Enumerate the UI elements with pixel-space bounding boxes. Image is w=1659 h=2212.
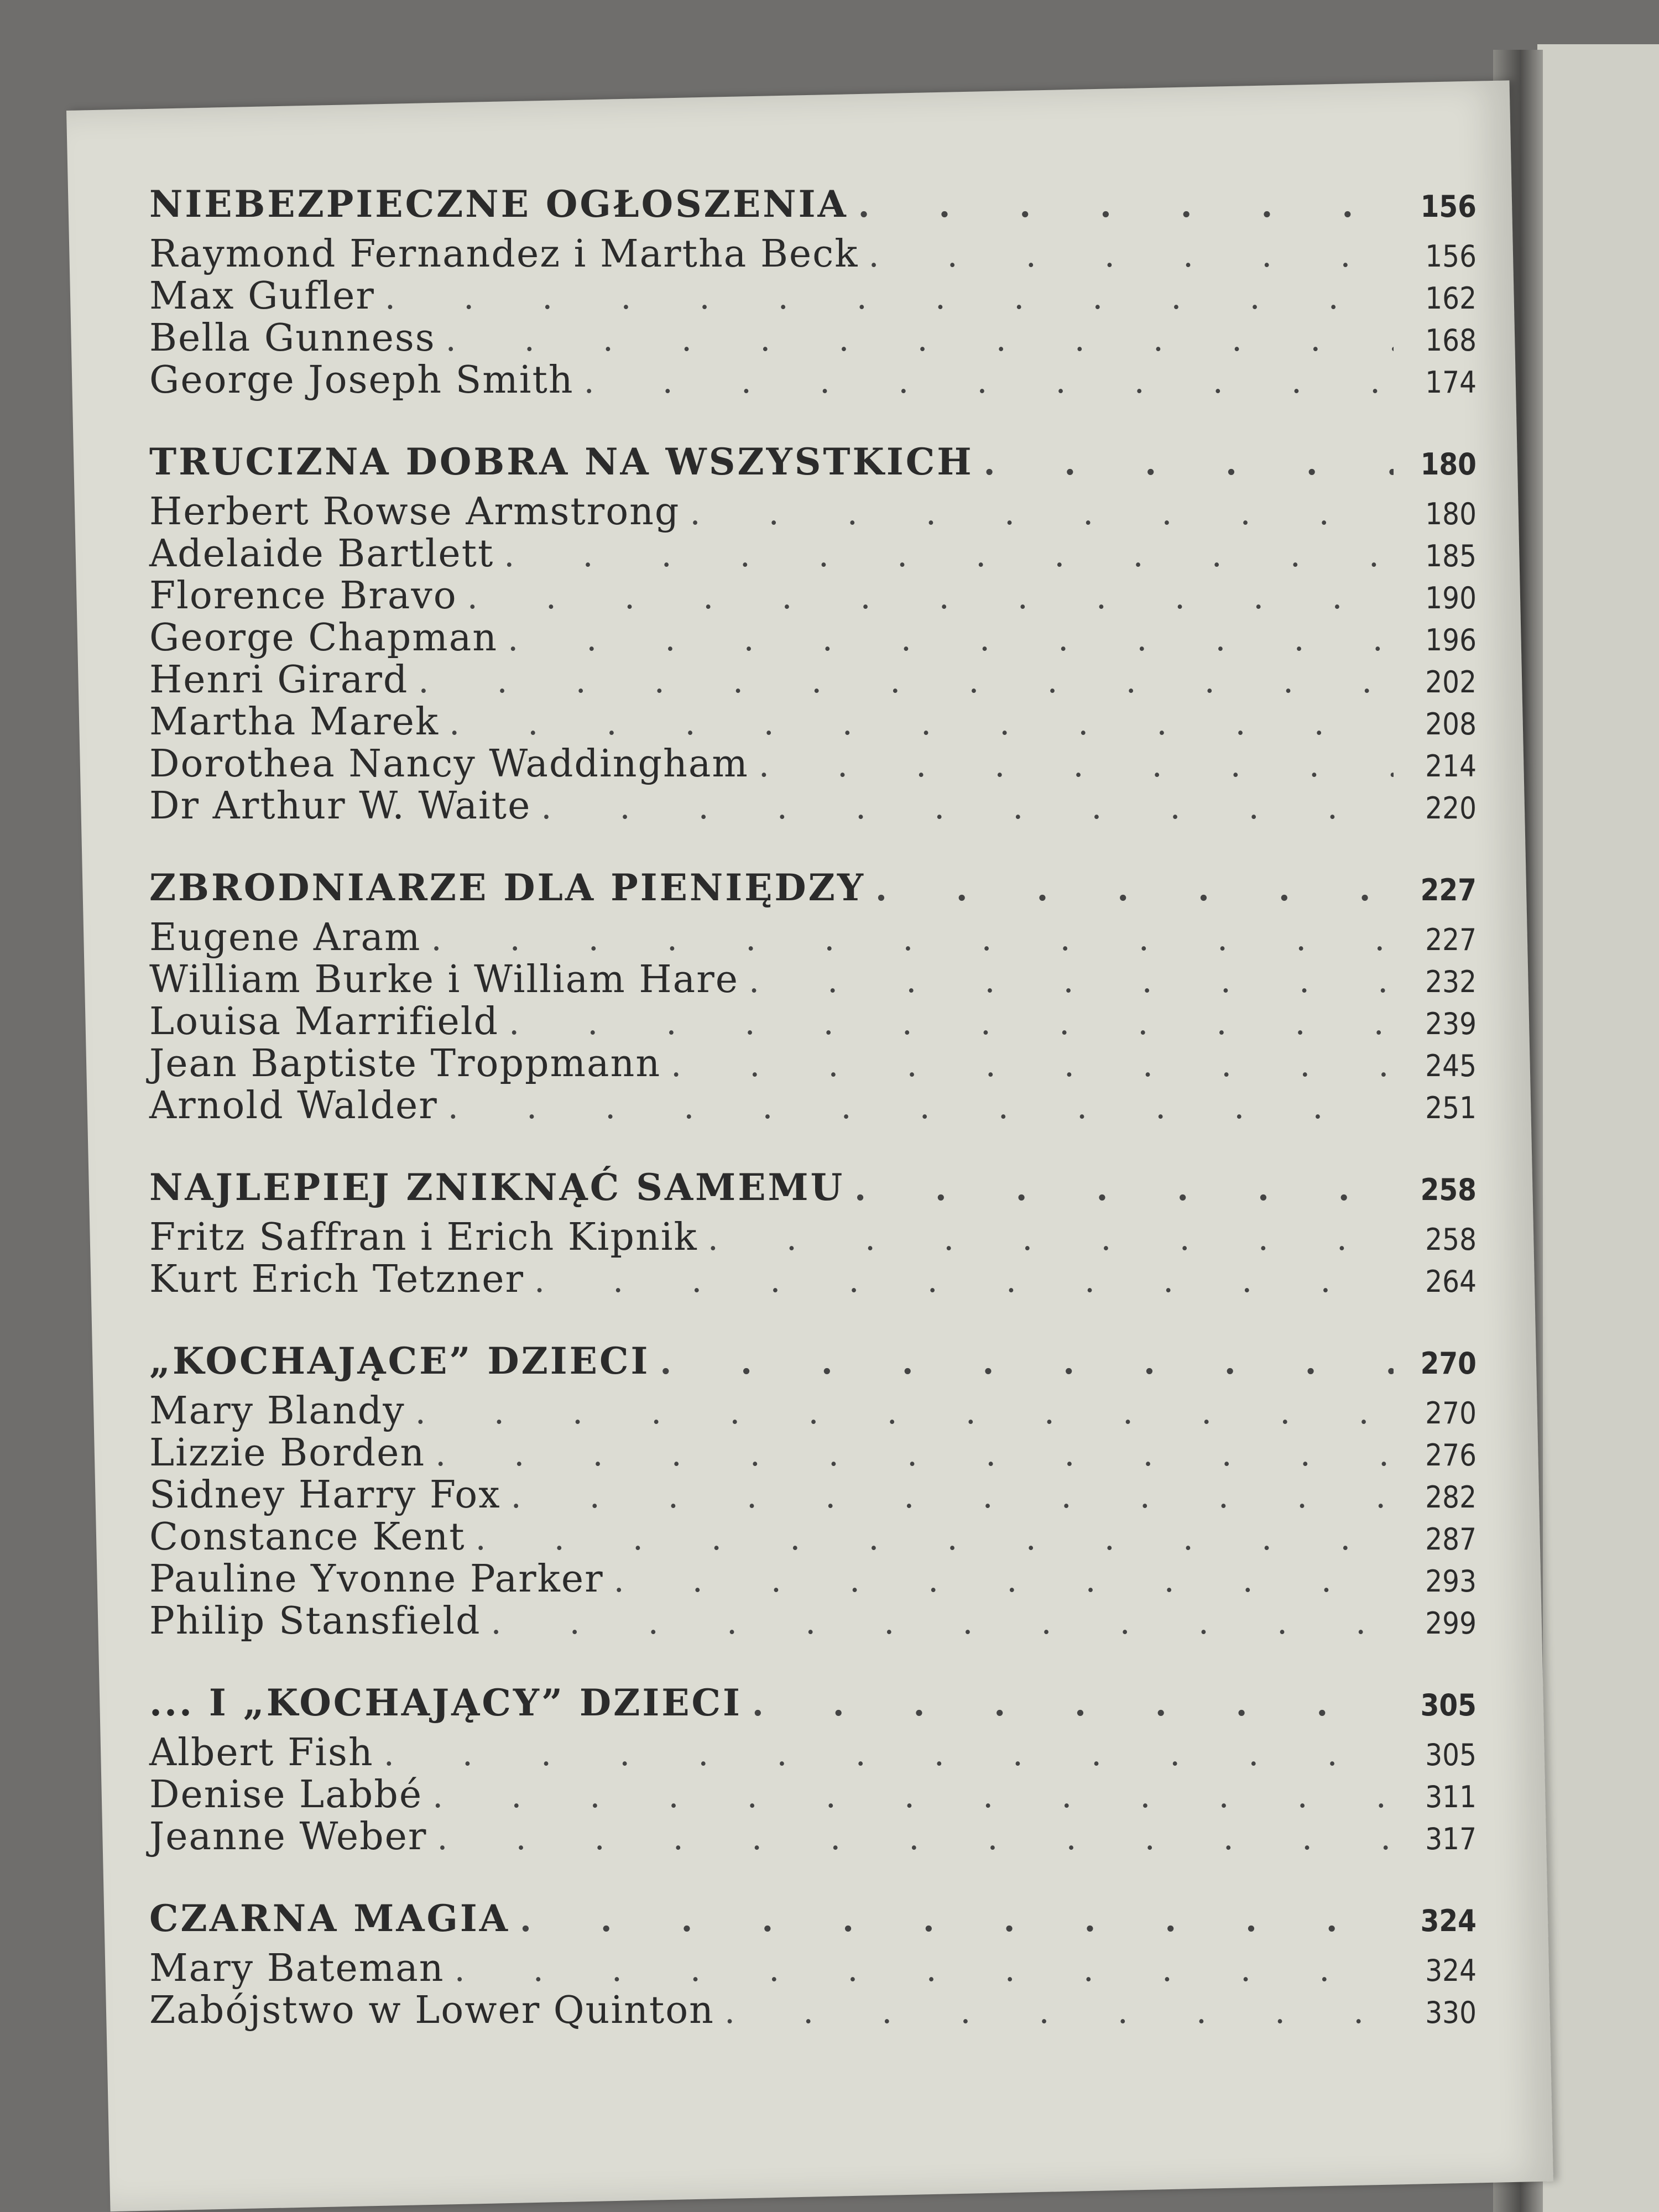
section-heading xyxy=(149,440,1477,490)
toc-entry xyxy=(149,1599,1477,1641)
toc-entry xyxy=(149,1258,1477,1300)
page-number: 270 xyxy=(1425,1396,1477,1431)
section-heading xyxy=(149,182,1477,232)
toc-entry xyxy=(149,1084,1477,1126)
entry-title: Bella Gunness xyxy=(149,316,436,360)
toc-entry xyxy=(149,1000,1477,1042)
entry-title: Henri Girard xyxy=(149,658,409,702)
page-number: 311 xyxy=(1425,1780,1477,1814)
entry-title: Zabójstwo w Lower Quinton xyxy=(149,1989,714,2032)
entry-title: Mary Blandy xyxy=(149,1389,405,1433)
page-number: 293 xyxy=(1425,1564,1477,1599)
page-number: 287 xyxy=(1425,1522,1477,1557)
page-number: 214 xyxy=(1425,749,1477,784)
dot-leader xyxy=(752,1685,1394,1724)
dot-leader xyxy=(437,1819,1394,1858)
entry-title: Raymond Fernandez i Martha Beck xyxy=(149,232,859,276)
toc-entry xyxy=(149,1773,1477,1815)
entry-title: Dorothea Nancy Waddingham xyxy=(149,742,749,786)
dot-leader xyxy=(467,578,1394,617)
entry-title: Jean Baptiste Troppmann xyxy=(149,1042,661,1086)
entry-title: Martha Marek xyxy=(149,700,440,744)
section-heading xyxy=(149,1339,1477,1389)
page-number: 299 xyxy=(1425,1606,1477,1641)
dot-leader xyxy=(984,444,1394,483)
page-number: 232 xyxy=(1425,964,1477,999)
page-number: 180 xyxy=(1425,497,1477,531)
toc-entry xyxy=(149,1473,1477,1515)
toc-entry xyxy=(149,616,1477,658)
dot-leader xyxy=(385,278,1394,317)
toc-entry xyxy=(149,1431,1477,1473)
facing-page xyxy=(1537,44,1659,2212)
entry-title: Fritz Saffran i Erich Kipnik xyxy=(149,1215,698,1259)
dot-leader xyxy=(660,1343,1394,1382)
dot-leader xyxy=(504,536,1394,575)
toc-section xyxy=(149,1166,1477,1300)
dot-leader xyxy=(875,870,1394,909)
entry-title: Dr Arthur W. Waite xyxy=(149,784,531,828)
page-number: 258 xyxy=(1420,1172,1477,1207)
page-number: 305 xyxy=(1420,1688,1477,1723)
dot-leader xyxy=(724,1992,1394,2031)
page-number: 168 xyxy=(1425,323,1477,358)
dot-leader xyxy=(432,1777,1394,1815)
dot-leader xyxy=(418,662,1394,701)
entry-title: Adelaide Bartlett xyxy=(149,532,494,576)
toc-section xyxy=(149,1681,1477,1857)
toc-entry xyxy=(149,742,1477,784)
dot-leader xyxy=(435,1435,1394,1474)
page-number: 190 xyxy=(1425,581,1477,615)
section-heading xyxy=(149,1681,1477,1731)
section-title: „KOCHAJĄCE” DZIECI xyxy=(149,1339,650,1383)
page-number: 305 xyxy=(1425,1738,1477,1772)
page-number: 208 xyxy=(1425,707,1477,742)
dot-leader xyxy=(520,1901,1394,1939)
dot-leader xyxy=(384,1735,1394,1773)
page-number: 196 xyxy=(1425,623,1477,658)
toc-section xyxy=(149,1897,1477,2031)
entry-title: Pauline Yvonne Parker xyxy=(149,1557,604,1601)
entry-title: Louisa Marrifield xyxy=(149,1000,499,1044)
dot-leader xyxy=(491,1603,1394,1642)
page-number: 264 xyxy=(1425,1264,1477,1299)
dot-leader xyxy=(541,788,1394,827)
entry-title: Max Gufler xyxy=(149,274,375,318)
section-heading xyxy=(149,1897,1477,1947)
toc-entry xyxy=(149,358,1477,400)
entry-title: Lizzie Borden xyxy=(149,1431,426,1475)
dot-leader xyxy=(759,746,1394,785)
toc-entry xyxy=(149,1389,1477,1431)
page-number: 282 xyxy=(1425,1480,1477,1515)
toc-entry xyxy=(149,1731,1477,1773)
dot-leader xyxy=(534,1261,1394,1300)
entry-title: Denise Labbé xyxy=(149,1773,423,1817)
page-number: 227 xyxy=(1425,922,1477,957)
table-of-contents xyxy=(149,182,1477,2070)
dot-leader xyxy=(446,320,1394,359)
entry-title: George Chapman xyxy=(149,616,498,660)
section-title: NIEBEZPIECZNE OGŁOSZENIA xyxy=(149,182,848,226)
entry-title: Philip Stansfield xyxy=(149,1599,481,1643)
toc-entry xyxy=(149,316,1477,358)
dot-leader xyxy=(509,1004,1394,1042)
toc-entry xyxy=(149,658,1477,700)
dot-leader xyxy=(431,920,1394,958)
dot-leader xyxy=(671,1046,1394,1084)
toc-entry xyxy=(149,532,1477,574)
page-number: 156 xyxy=(1425,239,1477,274)
entry-title: Kurt Erich Tetzner xyxy=(149,1258,524,1301)
dot-leader xyxy=(854,1170,1394,1208)
toc-section xyxy=(149,440,1477,826)
page-number: 270 xyxy=(1420,1346,1477,1381)
entry-title: Florence Bravo xyxy=(149,574,457,618)
dot-leader xyxy=(455,1950,1394,1989)
page-number: 202 xyxy=(1425,665,1477,700)
section-title: TRUCIZNA DOBRA NA WSZYSTKICH xyxy=(149,440,974,483)
toc-entry xyxy=(149,1215,1477,1258)
page-number: 239 xyxy=(1425,1006,1477,1041)
toc-entry xyxy=(149,700,1477,742)
dot-leader xyxy=(749,962,1394,1000)
page-number: 324 xyxy=(1420,1903,1477,1938)
page-number: 258 xyxy=(1425,1222,1477,1257)
toc-entry xyxy=(149,1815,1477,1857)
dot-leader xyxy=(868,236,1394,275)
page-number: 251 xyxy=(1425,1091,1477,1125)
dot-leader xyxy=(449,704,1394,743)
page-number: 317 xyxy=(1425,1822,1477,1856)
toc-entry xyxy=(149,1947,1477,1989)
dot-leader xyxy=(614,1561,1394,1600)
entry-title: Arnold Walder xyxy=(149,1084,438,1128)
dot-leader xyxy=(584,362,1394,401)
toc-entry xyxy=(149,916,1477,958)
toc-section xyxy=(149,866,1477,1126)
entry-title: George Joseph Smith xyxy=(149,358,574,402)
entry-title: Mary Bateman xyxy=(149,1947,445,1990)
toc-entry xyxy=(149,274,1477,316)
dot-leader xyxy=(476,1519,1394,1558)
page-number: 227 xyxy=(1420,873,1477,907)
dot-leader xyxy=(708,1219,1394,1258)
entry-title: Jeanne Weber xyxy=(149,1815,427,1859)
dot-leader xyxy=(858,186,1394,225)
dot-leader xyxy=(511,1477,1394,1516)
section-heading xyxy=(149,1166,1477,1215)
section-title: ZBRODNIARZE DLA PIENIĘDZY xyxy=(149,866,865,909)
toc-entry xyxy=(149,1557,1477,1599)
toc-entry xyxy=(149,784,1477,826)
page-number: 156 xyxy=(1420,189,1477,224)
page-number: 324 xyxy=(1425,1953,1477,1988)
toc-section xyxy=(149,1339,1477,1641)
page-number: 330 xyxy=(1425,1995,1477,2030)
dot-leader xyxy=(508,620,1394,659)
entry-title: Constance Kent xyxy=(149,1515,466,1559)
toc-section xyxy=(149,182,1477,400)
page-number: 185 xyxy=(1425,539,1477,573)
section-title: ... I „KOCHAJĄCY” DZIECI xyxy=(149,1681,742,1724)
page-number: 220 xyxy=(1425,791,1477,826)
entry-title: Herbert Rowse Armstrong xyxy=(149,490,680,534)
page-number: 180 xyxy=(1420,447,1477,482)
toc-entry xyxy=(149,958,1477,1000)
page-number: 245 xyxy=(1425,1048,1477,1083)
toc-entry xyxy=(149,232,1477,274)
dot-leader xyxy=(448,1088,1394,1126)
entry-title: Sidney Harry Fox xyxy=(149,1473,501,1517)
dot-leader xyxy=(690,494,1394,533)
entry-title: William Burke i William Hare xyxy=(149,958,739,1001)
page-number: 174 xyxy=(1425,365,1477,400)
page-number: 276 xyxy=(1425,1438,1477,1473)
dot-leader xyxy=(415,1393,1394,1432)
entry-title: Albert Fish xyxy=(149,1731,374,1775)
toc-entry xyxy=(149,1042,1477,1084)
entry-title: Eugene Aram xyxy=(149,916,421,959)
toc-entry xyxy=(149,490,1477,532)
section-title: CZARNA MAGIA xyxy=(149,1897,510,1940)
toc-entry xyxy=(149,1989,1477,2031)
toc-entry xyxy=(149,1515,1477,1557)
section-heading xyxy=(149,866,1477,916)
page-number: 162 xyxy=(1425,281,1477,316)
toc-entry xyxy=(149,574,1477,616)
section-title: NAJLEPIEJ ZNIKNĄĆ SAMEMU xyxy=(149,1166,845,1209)
